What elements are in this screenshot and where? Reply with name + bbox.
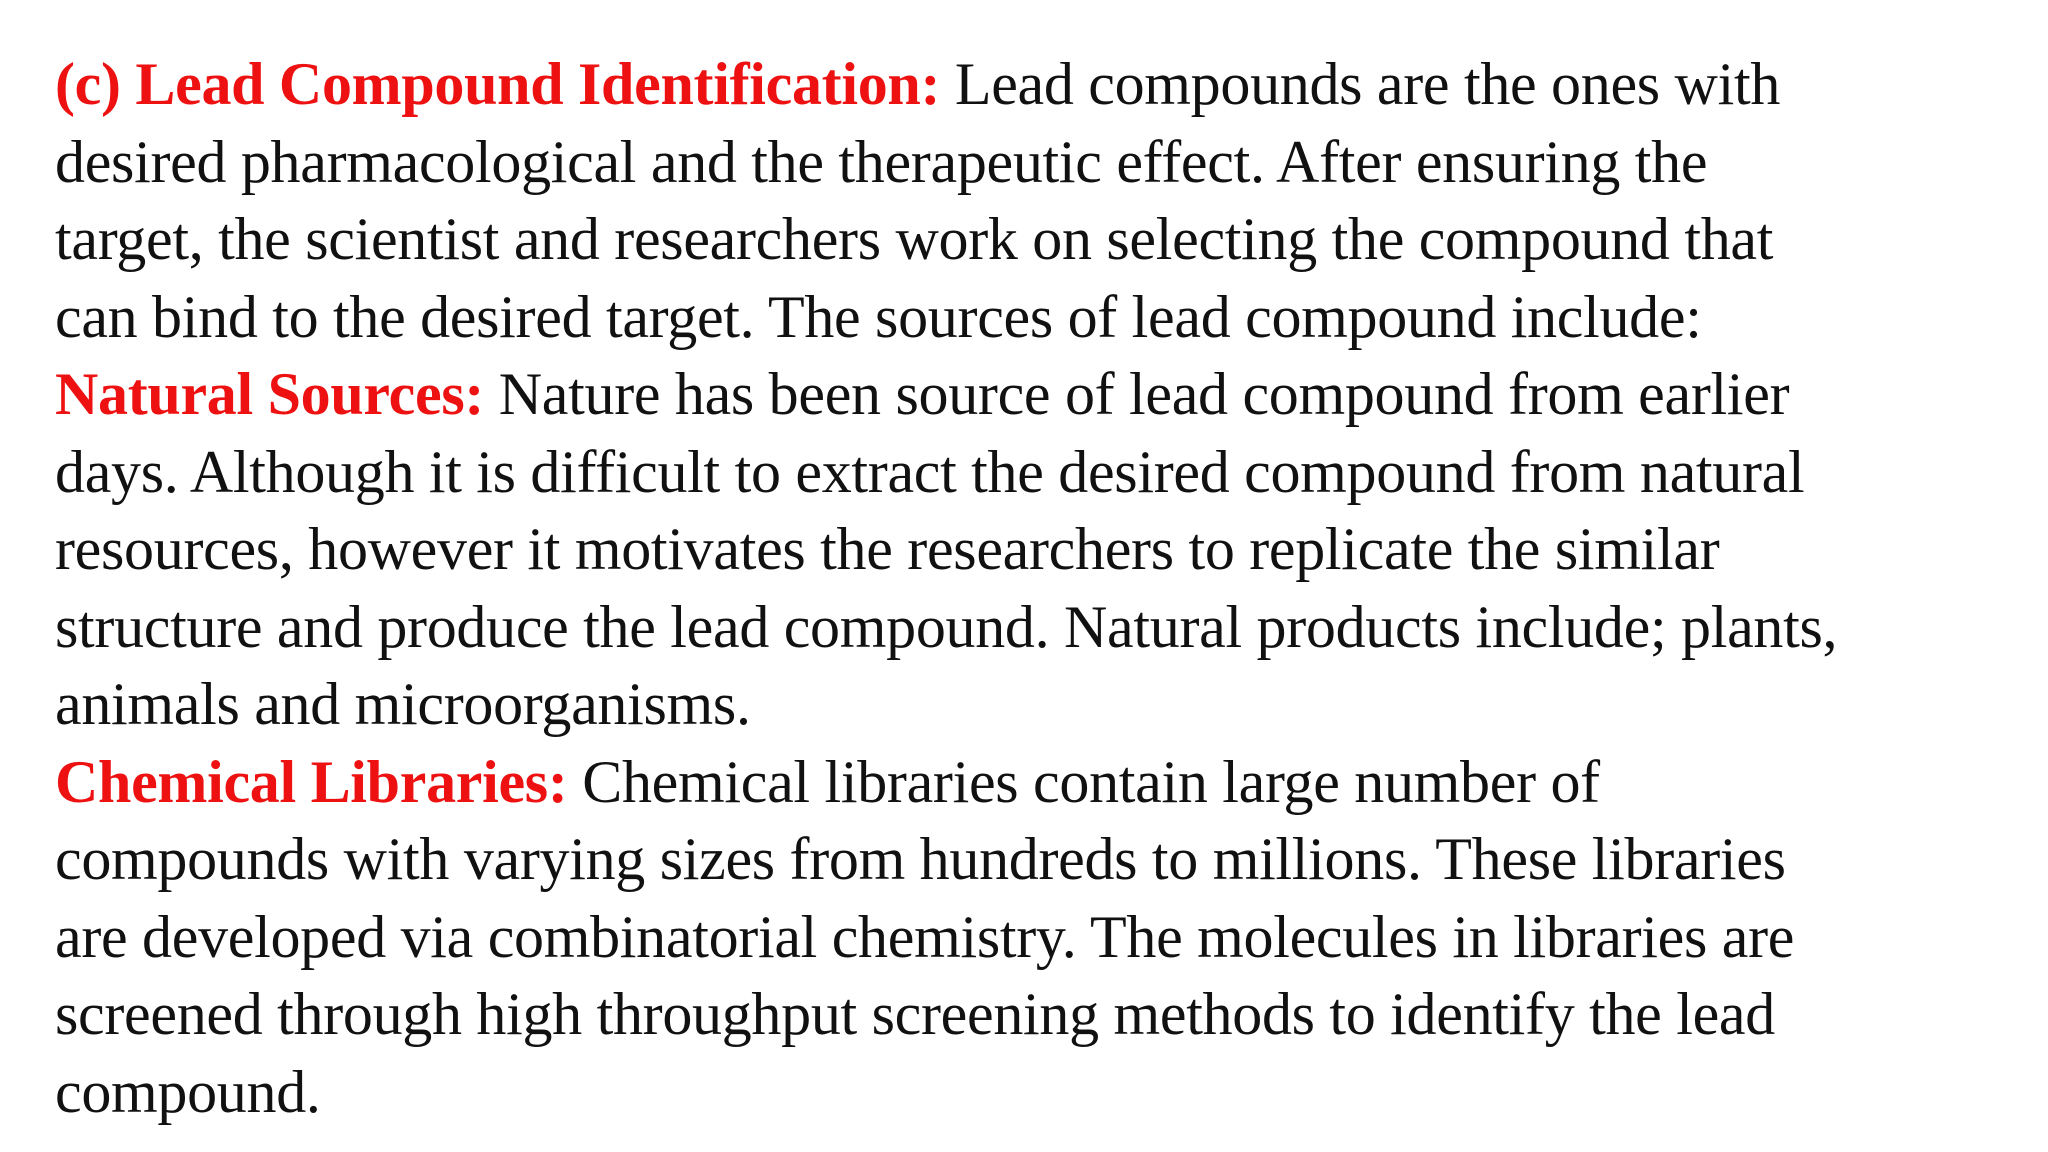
section-natural-sources bbox=[55, 356, 2025, 744]
text-line: days. Although it is difficult to extract the desired compound from natural bbox=[55, 438, 1805, 505]
text-block bbox=[55, 46, 2025, 1131]
section-lead-compound-identification bbox=[55, 46, 2025, 356]
section-text: Lead compounds are the ones with bbox=[940, 51, 1781, 117]
text-line bbox=[55, 46, 2025, 124]
section-text: Nature has been source of lead compound from earlier bbox=[484, 361, 1790, 427]
section-text: Chemical libraries contain large number of bbox=[567, 748, 1600, 815]
text-line: can bind to the desired target. The sources of lead compound include: bbox=[55, 283, 1702, 350]
text-line: desired pharmacological and the therapeutic effect. After ensuring the bbox=[55, 128, 1708, 195]
section-chemical-libraries bbox=[55, 744, 2025, 1132]
text-line: compounds with varying sizes from hundreds to millions. These libraries bbox=[55, 826, 1786, 892]
text-line: screened through high throughput screening methods to identify the lead bbox=[55, 981, 1775, 1047]
text-line bbox=[55, 356, 2025, 434]
text-line: structure and produce the lead compound. Natural products include; plants, bbox=[55, 593, 1838, 660]
text-line: compound. bbox=[55, 1058, 321, 1125]
section-heading: Natural Sources: bbox=[55, 361, 485, 427]
text-line: are developed via combinatorial chemistry. The molecules in libraries are bbox=[55, 903, 1795, 970]
text-line: resources, however it motivates the researchers to replicate the similar bbox=[55, 516, 1720, 582]
text-line: target, the scientist and researchers work on selecting the compound that bbox=[55, 206, 1774, 272]
text-line bbox=[55, 744, 2025, 822]
section-heading: (c) Lead Compound Identification: bbox=[55, 51, 941, 117]
text-line: animals and microorganisms. bbox=[55, 671, 751, 737]
section-heading: Chemical Libraries: bbox=[55, 748, 568, 815]
